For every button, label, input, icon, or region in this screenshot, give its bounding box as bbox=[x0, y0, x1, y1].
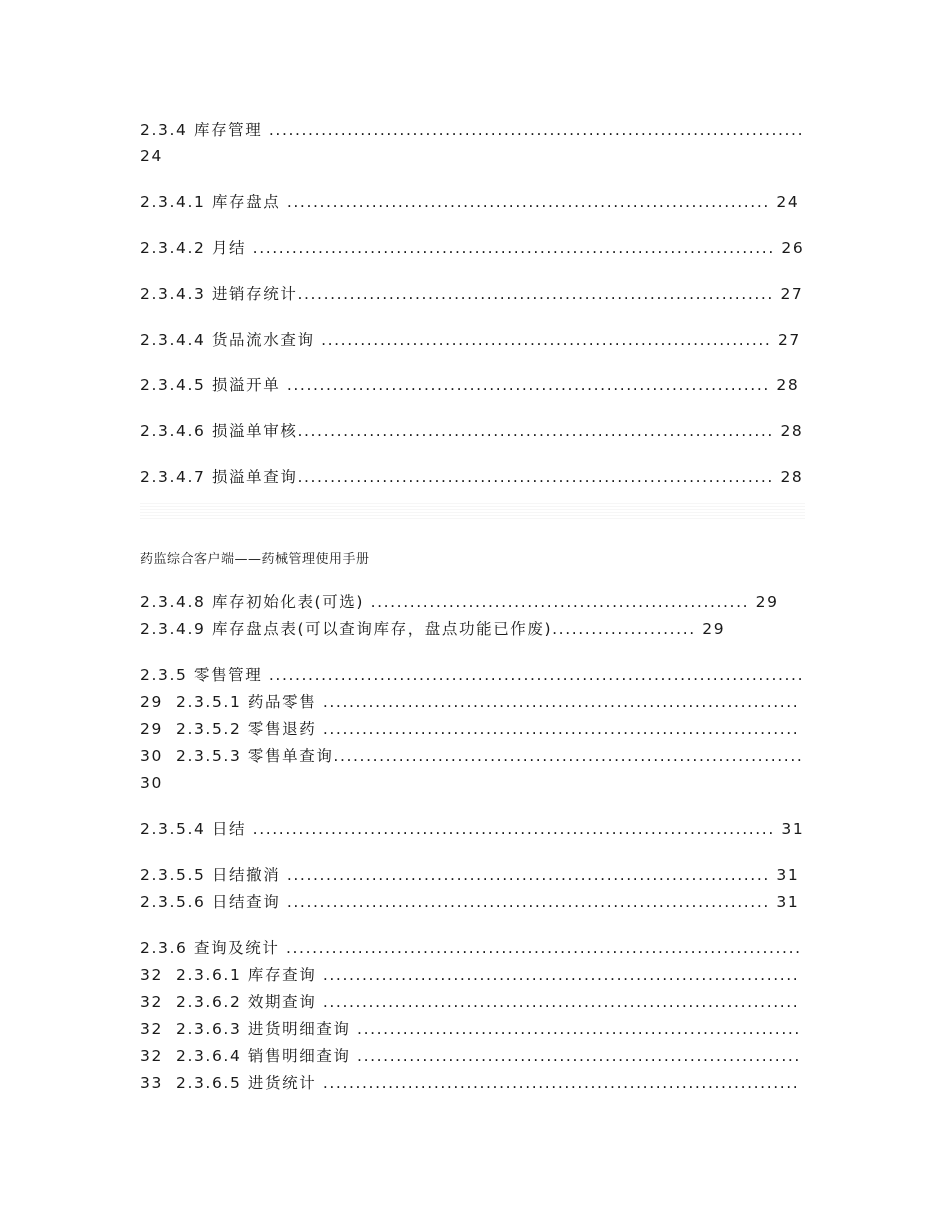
toc-entry-2-3-5-2: 29 2.3.5.2 零售退药 ......................................................................... bbox=[140, 720, 800, 738]
toc-entry-2-3-5: 2.3.5 零售管理 .................................................................................. bbox=[140, 666, 805, 684]
toc-entry-2-3-4-3: 2.3.4.3 进销存统计......................................................................... 27 bbox=[140, 285, 804, 303]
toc-entry-2-3-4-8: 2.3.4.8 库存初始化表(可选) .......................................................... 29 bbox=[140, 593, 779, 611]
toc-entry-2-3-6-2: 32 2.3.6.2 效期查询 ......................................................................... bbox=[140, 993, 800, 1011]
toc-entry-2-3-4-4: 2.3.4.4 货品流水查询 ..................................................................... 27 bbox=[140, 331, 801, 349]
toc-entry-2-3-5-1: 29 2.3.5.1 药品零售 ......................................................................... bbox=[140, 693, 800, 711]
toc-entry-page-number: 30 bbox=[140, 774, 163, 792]
toc-entry-2-3-4-5: 2.3.4.5 损溢开单 .......................................................................... 28 bbox=[140, 376, 800, 394]
toc-entry-2-3-4: 2.3.4 库存管理 .................................................................................. bbox=[140, 121, 805, 139]
toc-entry-2-3-4-9: 2.3.4.9 库存盘点表(可以查询库存，盘点功能已作废)...................... 29 bbox=[140, 620, 726, 638]
toc-entry-2-3-4-1: 2.3.4.1 库存盘点 .......................................................................... 24 bbox=[140, 193, 800, 211]
toc-entry-page-number: 24 bbox=[140, 147, 163, 165]
toc-entry-2-3-5-4: 2.3.5.4 日结 ................................................................................ 31 bbox=[140, 820, 805, 838]
toc-entry-2-3-6-1: 32 2.3.6.1 库存查询 ......................................................................... bbox=[140, 966, 800, 984]
toc-entry-2-3-6: 2.3.6 查询及统计 ............................................................................... bbox=[140, 939, 802, 957]
page-header-title: 药监综合客户端——药械管理使用手册 bbox=[140, 552, 370, 567]
toc-entry-2-3-6-5: 33 2.3.6.5 进货统计 ......................................................................... bbox=[140, 1074, 800, 1092]
toc-entry-2-3-6-3: 32 2.3.6.3 进货明细查询 .................................................................... bbox=[140, 1020, 801, 1038]
page-separator bbox=[140, 503, 805, 521]
toc-entry-2-3-5-5: 2.3.5.5 日结撤消 .......................................................................... 31 bbox=[140, 866, 800, 884]
toc-entry-2-3-5-3: 30 2.3.5.3 零售单查询........................................................................ bbox=[140, 747, 804, 765]
toc-entry-2-3-4-7: 2.3.4.7 损溢单查询......................................................................... 28 bbox=[140, 468, 804, 486]
toc-entry-2-3-6-4: 32 2.3.6.4 销售明细查询 .................................................................... bbox=[140, 1047, 801, 1065]
toc-entry-2-3-5-6: 2.3.5.6 日结查询 .......................................................................... 31 bbox=[140, 893, 800, 911]
toc-entry-2-3-4-2: 2.3.4.2 月结 ................................................................................ 26 bbox=[140, 239, 805, 257]
toc-entry-2-3-4-6: 2.3.4.6 损溢单审核......................................................................... 28 bbox=[140, 422, 804, 440]
